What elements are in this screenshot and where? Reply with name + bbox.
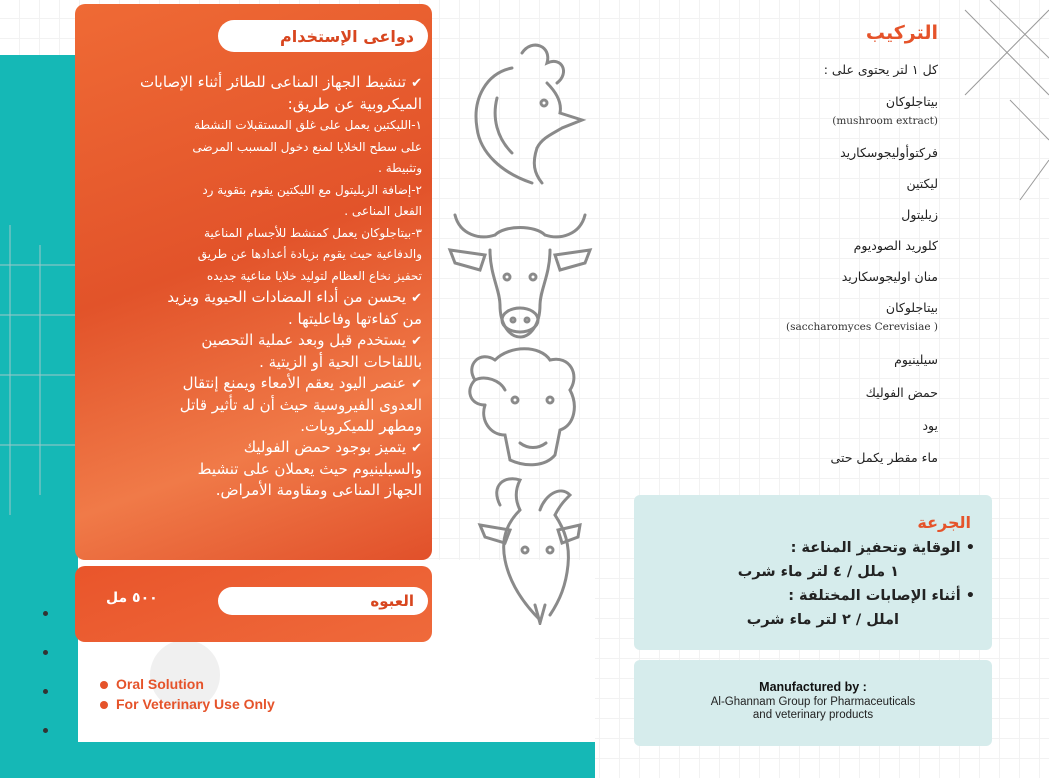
chicken-icon [452,38,592,188]
uses-line [86,437,422,459]
composition-item: زيليتول [901,207,938,222]
check-icon: ✔ [411,377,422,392]
dosage-line: • أثناء الإصابات المختلفة : [788,588,975,604]
composition-item: منان اوليجوسكاريد [841,269,938,284]
oral-solution-text: Oral Solution [116,676,204,692]
check-icon: ✔ [411,441,422,456]
uses-line [86,309,422,330]
uses-line-text: يتميز بوجود حمض الفوليك [243,438,406,456]
uses-line-text: والسيلينيوم حيث يعملان على تنشيط [197,460,422,478]
check-icon: ✔ [411,334,422,349]
uses-line-text: والدفاعية حيث يقوم بزيادة أعدادها عن طريق [197,247,422,261]
composition-item: ليكتين [906,176,938,191]
uses-title: دواعى الإستخدام [280,26,414,46]
uses-line [86,137,422,159]
uses-line-text: الميكروبية عن طريق: [287,95,422,113]
composition-item-latin: (mushroom extract) [832,115,938,127]
composition-item: سيلينيوم [894,352,938,367]
uses-line [86,416,422,437]
uses-line-text: عنصر اليود يعقم الأمعاء ويمنع إنتقال [182,374,406,392]
uses-line [86,244,422,266]
veterinary-text: For Veterinary Use Only [116,696,275,712]
uses-line-text: ١-الليكتين يعمل على غلق المستقبلات النشطة [194,118,422,132]
uses-line-text: ومطهر للميكروبات. [300,417,422,435]
uses-line-text: على سطح الخلايا لمنع دخول المسبب المرضى [192,139,422,154]
composition-item: حمض الفوليك [865,385,938,400]
uses-line-text: الجهاز المناعى ومقاومة الأمراض. [215,481,422,499]
composition-item: ماء مقطر يكمل حتى [830,450,938,465]
uses-line [86,115,422,137]
uses-line [86,330,422,352]
uses-line-text: ٢-إضافة الزيليتول مع الليكتين يقوم بتقوية رد [202,182,422,197]
bullet-dot [43,611,48,616]
uses-line-text: تنشيط الجهاز المناعى للطائر أثناء الإصابات [139,73,406,91]
uses-line [86,94,422,115]
teal-band-bottom [0,742,595,778]
uses-line-text: الفعل المناعى . [344,204,422,218]
package-title: العبوه [370,592,414,610]
uses-line [86,373,422,395]
uses-line [86,287,422,309]
cow-icon [445,205,595,345]
manufacturer-line: and veterinary products [752,709,874,721]
dosage-line: املل / ٢ لتر ماء شرب [746,612,899,628]
uses-line-text: ٣-بيتاجلوكان يعمل كمنشط للأجسام المناعية [203,225,422,240]
line-decoration [0,225,80,515]
dosage-line: • الوقاية وتحفيز المناعة : [790,540,975,556]
package-value: ٥٠٠ مل [106,590,158,606]
composition-item: بيتاجلوكان [885,94,938,109]
composition-title: التركيب [865,22,938,44]
bullet-dot [43,689,48,694]
dosage-line: ١ ملل / ٤ لتر ماء شرب [737,564,899,580]
uses-line [86,201,422,223]
uses-line [86,395,422,416]
sheep-icon [460,345,590,470]
uses-line-text: وتثبيطة . [378,161,422,175]
uses-list [86,72,422,501]
composition-item: بيتاجلوكان [885,300,938,315]
manufacturer-line: Al-Ghannam Group for Pharmaceuticals [710,696,916,708]
bullet-dot [43,650,48,655]
dosage-title: الجرعة [917,513,971,532]
uses-line [86,72,422,94]
uses-line-text: باللقاحات الحية أو الزيتية . [259,353,422,371]
uses-line-text: يستخدم قبل وبعد عملية التحصين [201,331,406,349]
composition-item: كلوريد الصوديوم [853,238,938,253]
uses-line [86,223,422,245]
uses-line-text: تحفيز نخاع العظام لتوليد خلايا مناعية جديده [206,268,422,283]
uses-line [86,352,422,373]
uses-line [86,480,422,501]
uses-line [86,158,422,180]
uses-line [86,180,422,202]
uses-line [86,266,422,288]
uses-line-text: من كفاءتها وفاعليتها . [288,310,422,328]
uses-line-text: يحسن من أداء المضادات الحيوية ويزيد [167,288,406,306]
composition-item: يود [922,418,938,433]
check-icon: ✔ [411,76,422,91]
manufacturer-title: Manufactured by : [759,680,867,694]
uses-line [86,459,422,480]
veterinary-note [100,696,275,712]
oral-solution-note [100,676,204,692]
uses-title-pill [218,20,428,52]
composition-intro: كل ١ لتر يحتوى على : [823,62,938,77]
goat-icon [470,475,590,625]
composition-item: فركتوأوليجوسكاريد [840,145,938,160]
bullet-dot [43,728,48,733]
composition-item-latin: (saccharomyces Cerevisiae ) [785,321,938,333]
corner-decoration [950,0,1049,220]
check-icon: ✔ [411,291,422,306]
package-title-pill [218,587,428,615]
uses-line-text: العدوى الفيروسية حيث أن له تأثير قاتل [179,396,422,414]
